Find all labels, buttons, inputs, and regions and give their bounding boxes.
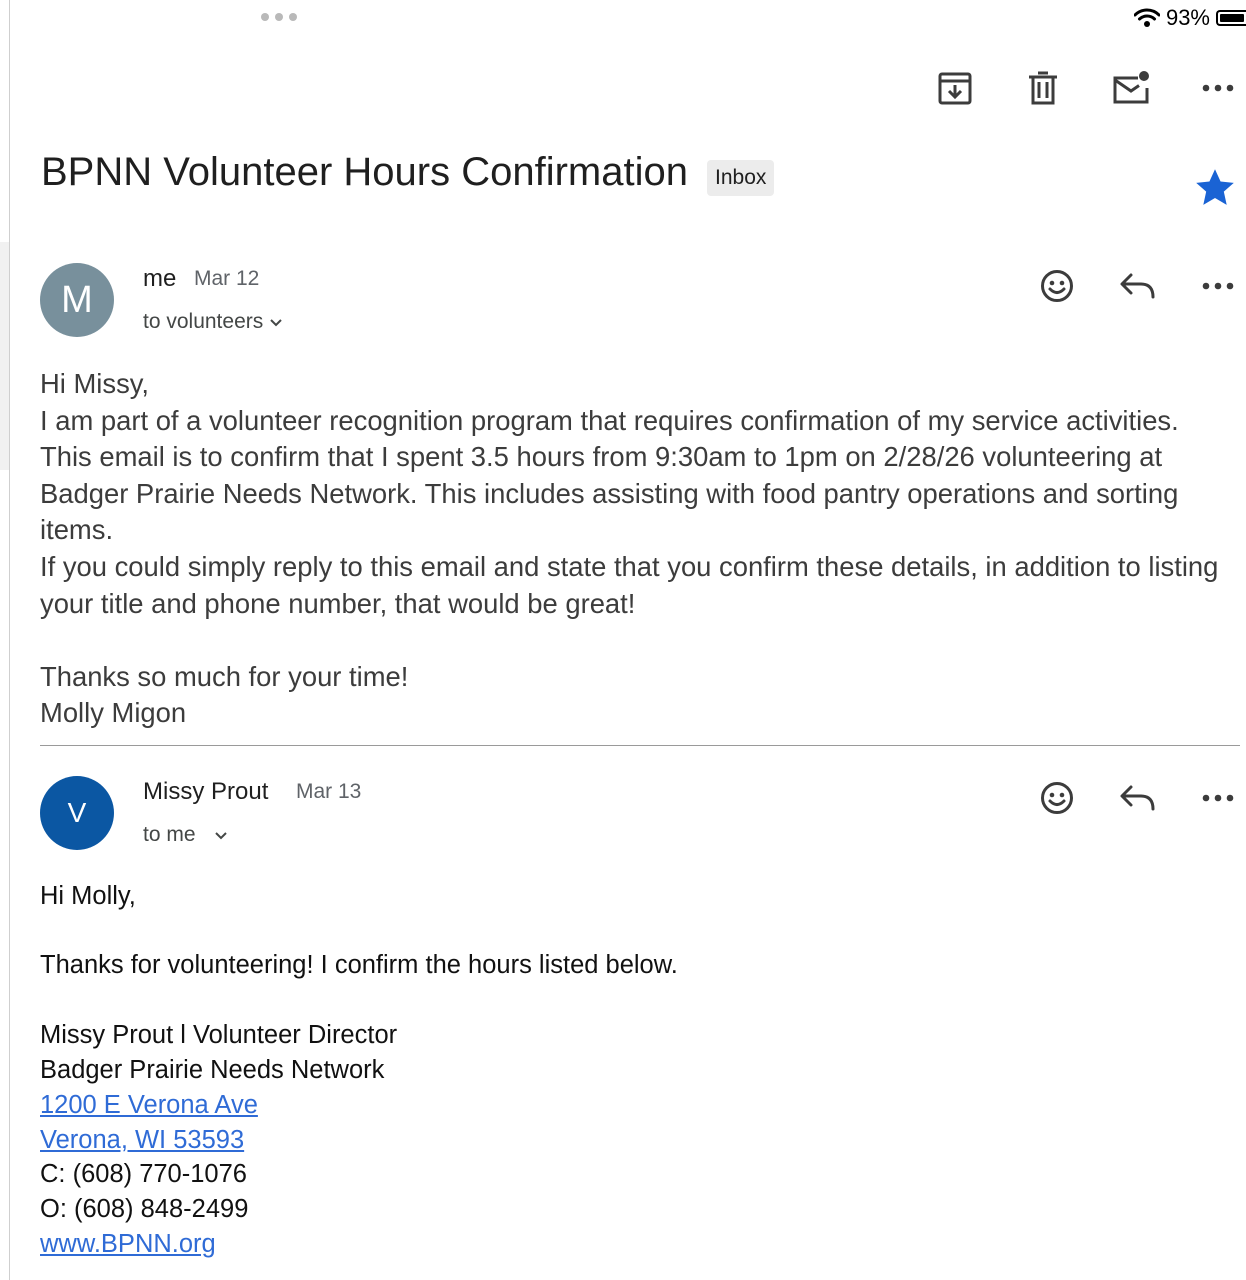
more-horizontal-icon <box>1202 794 1234 802</box>
recipient-text: to me <box>143 823 196 846</box>
body-paragraph: Thanks so much for your time! <box>40 660 409 692</box>
mark-unread-button[interactable] <box>1109 66 1153 110</box>
signature-organization: Badger Prairie Needs Network <box>40 1056 385 1084</box>
blank-line <box>40 622 1235 659</box>
office-phone: O: (608) 848-2499 <box>40 1195 249 1223</box>
message-date: Mar 13 <box>296 780 362 803</box>
chevron-down-icon <box>214 831 228 840</box>
reply-greeting: Hi Molly, <box>40 882 136 910</box>
avatar-letter: M <box>61 278 93 321</box>
recipient-text: to volunteers <box>143 310 264 333</box>
signature-name: Missy Prout l Volunteer Director <box>40 1021 398 1049</box>
email-subject: BPNN Volunteer Hours Confirmation <box>41 150 688 194</box>
add-reaction-button[interactable] <box>1035 264 1079 308</box>
avatar[interactable] <box>40 263 114 337</box>
reply-text: Thanks for volunteering! I confirm the hours listed below. <box>40 951 678 979</box>
sender-name: Missy Prout <box>143 778 269 805</box>
mail-unread-icon <box>1111 70 1151 106</box>
recipient-details-toggle[interactable] <box>143 310 283 334</box>
body-paragraph: I am part of a volunteer recognition program that requires confirmation of my service activities. This email is to confirm that I spent 3.5 hours from 9:30am to 1pm on 2/28/26 volunteering at Badger Prairie Needs Network. This includes assisting with food pantry operations and sorting items. <box>40 404 1179 546</box>
avatar-letter: V <box>67 797 87 828</box>
delete-button[interactable] <box>1021 66 1065 110</box>
cell-phone: C: (608) 770-1076 <box>40 1160 247 1188</box>
battery-percentage: 93% <box>1165 5 1210 30</box>
message-date: Mar 12 <box>194 267 260 290</box>
star-icon[interactable] <box>1192 165 1238 211</box>
message-more-button[interactable] <box>1196 776 1240 820</box>
reply-icon <box>1119 271 1157 301</box>
wifi-icon <box>1134 8 1160 28</box>
archive-button[interactable] <box>933 66 977 110</box>
body-paragraph: Molly Migon <box>40 697 187 729</box>
reply-icon <box>1119 783 1157 813</box>
address-line1-link[interactable]: 1200 E Verona Ave <box>40 1091 258 1119</box>
emoji-icon <box>1040 781 1074 815</box>
more-horizontal-icon <box>1202 84 1234 92</box>
message-body <box>40 366 1235 732</box>
archive-icon <box>937 70 973 106</box>
inbox-label-badge[interactable]: Inbox <box>707 160 774 196</box>
reply-button[interactable] <box>1116 776 1160 820</box>
left-panel-shade <box>0 242 9 470</box>
avatar[interactable] <box>40 776 114 850</box>
more-options-button[interactable] <box>1196 66 1240 110</box>
address-line2-link[interactable]: Verona, WI 53593 <box>40 1126 245 1154</box>
multitasking-dots[interactable] <box>261 13 297 21</box>
recipient-details-toggle[interactable] <box>143 823 228 847</box>
left-panel-edge <box>9 0 10 1280</box>
sender-name: me <box>143 265 177 292</box>
status-bar <box>1134 4 1246 32</box>
reply-button[interactable] <box>1116 264 1160 308</box>
more-horizontal-icon <box>1202 282 1234 290</box>
body-paragraph: If you could simply reply to this email and state that you confirm these details, in addition to listing your title and phone number, that would be great! <box>40 550 1219 619</box>
message-more-button[interactable] <box>1196 264 1240 308</box>
body-paragraph: Hi Missy, <box>40 368 150 399</box>
trash-icon <box>1025 70 1061 106</box>
emoji-icon <box>1040 269 1074 303</box>
message-divider <box>40 745 1240 746</box>
website-link[interactable]: www.BPNN.org <box>40 1230 216 1258</box>
chevron-down-icon <box>269 318 283 327</box>
add-reaction-button[interactable] <box>1035 776 1079 820</box>
battery-icon <box>1216 10 1246 26</box>
